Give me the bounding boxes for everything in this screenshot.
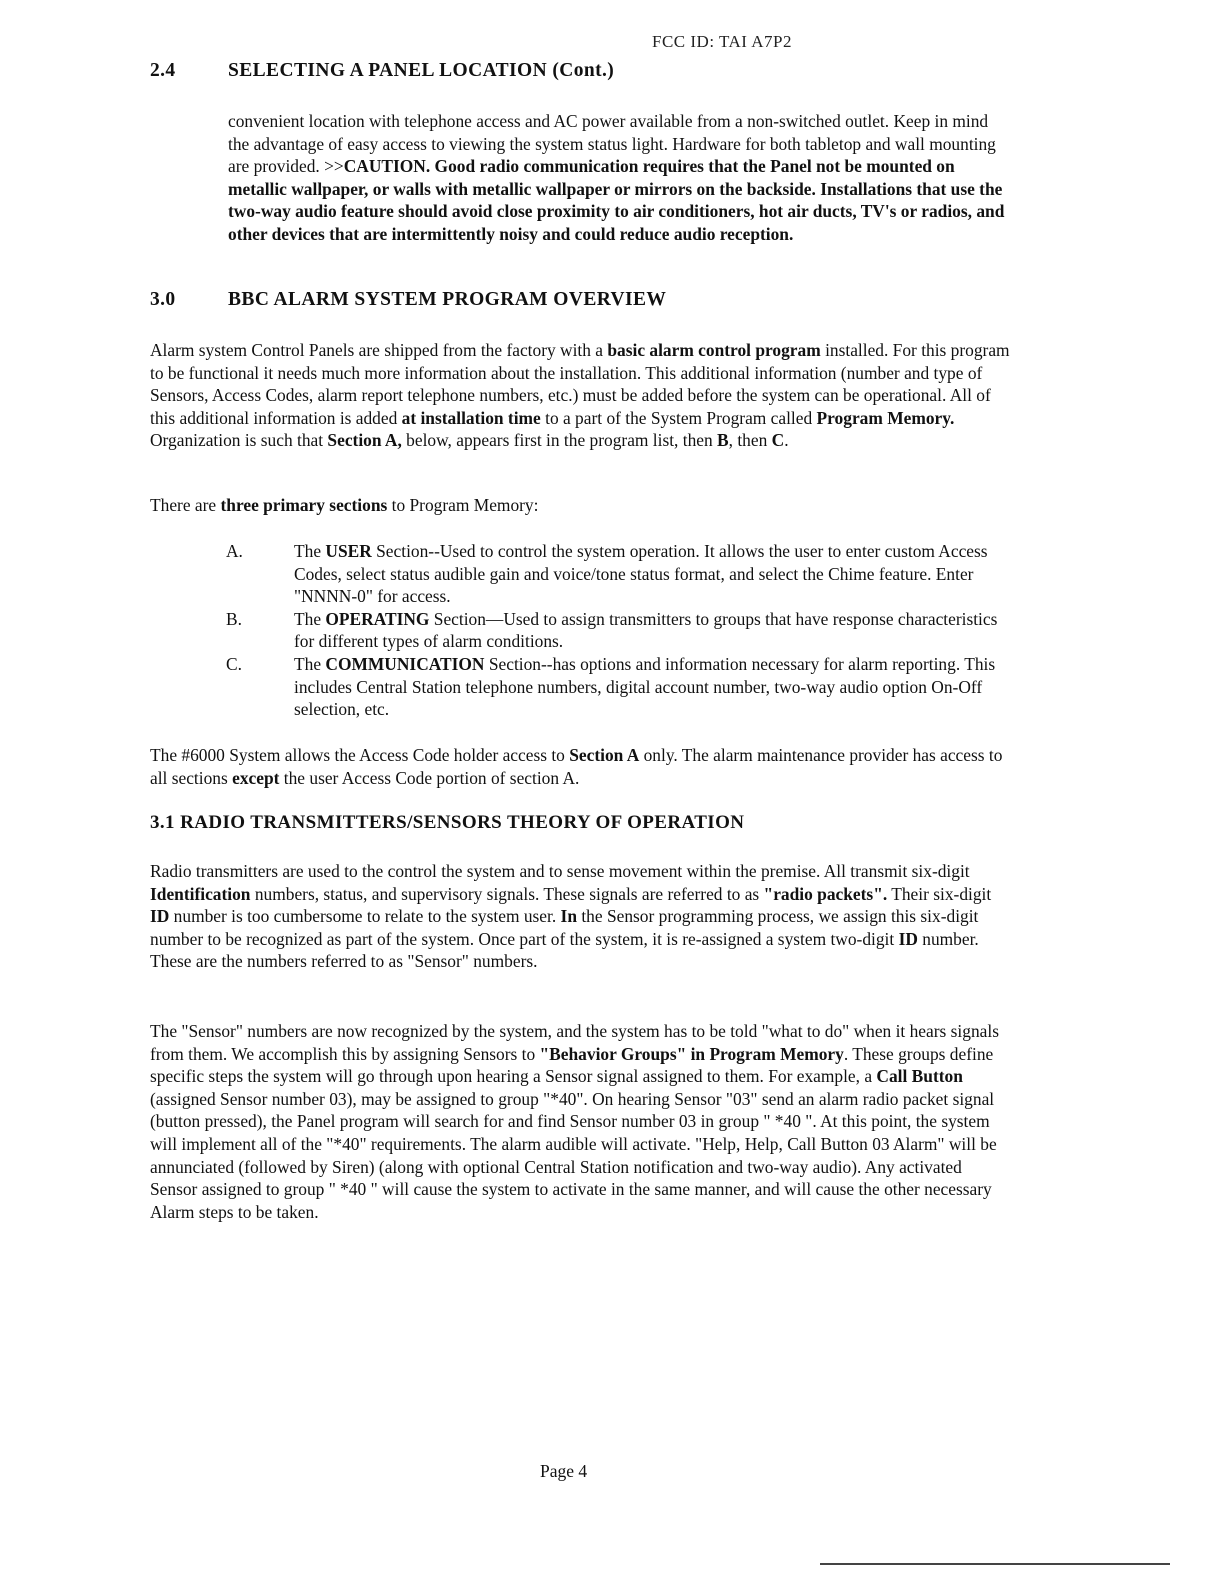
text-run: The <box>294 541 326 561</box>
list-item <box>226 653 1006 721</box>
text-run: The "Sensor" numbers are now recognized by the system, and the system has to be told "what to do" when it hears signals from them. We accomplish this by assigning Sensors to <box>150 1021 999 1064</box>
text-run: There are <box>150 495 221 515</box>
page-number: Page 4 <box>540 1461 588 1481</box>
bold-text: COMMUNICATION <box>325 653 485 674</box>
text-run: . These groups define specific steps the system will go through upon hearing a Sensor signal assigned to them. For example, a <box>150 1043 994 1087</box>
section-number: 3.0 <box>150 289 176 310</box>
text-run: Section—Used to assign transmitters to groups that have response characteristics for different types of alarm conditions. <box>294 608 998 652</box>
scan-artifact-line <box>820 1563 1170 1565</box>
text-run: the Sensor programming process, we assign this six-digit number to be recognized as part of the system. Once part of the system, it is re-assigned a system two-digit <box>150 906 979 949</box>
list-item <box>226 608 1006 653</box>
section-2-4-paragraph <box>228 110 1010 246</box>
access-paragraph <box>150 744 1010 789</box>
text-run: The <box>294 608 326 629</box>
list-text <box>294 608 1006 653</box>
text-run: , then <box>728 430 772 451</box>
bold-text: In <box>560 906 577 927</box>
program-memory-sections-list <box>226 540 1006 721</box>
text-run: Radio transmitters are used to the control the system and to sense movement within the premise. All transmit six-digit <box>150 861 970 881</box>
text-run: . <box>784 430 789 451</box>
text-run: only. The alarm maintenance provider has access to all sections <box>150 745 1003 788</box>
text-run: The <box>294 653 326 674</box>
bold-text: CAUTION. Good radio communication requires that the Panel not be mounted on metallic wallpaper, or walls with metallic wallpaper or mirrors on the backside. Installations that use the two-way audio feature should avoid close proximity to air conditioners, hot air ducts, TV's or radios, and other devices that are intermittently noisy and could reduce audio reception. <box>228 156 1005 244</box>
text-run: number is too cumbersome to relate to the system user. <box>169 906 561 927</box>
sensor-groups-paragraph <box>150 1020 1012 1223</box>
text-run: installed. For this program to be functional it needs much more information about the installation. This additional information (number and type of Sensors, Access Codes, alarm report telephone numbers, etc.) must be added before the system can be operational. All of this additional information is added <box>150 340 1010 428</box>
text-run: The #6000 System allows the Access Code holder access to <box>150 745 570 765</box>
primary-sections-intro <box>150 494 1010 517</box>
section-title: BBC ALARM SYSTEM PROGRAM OVERVIEW <box>228 289 667 310</box>
list-text <box>294 540 1006 608</box>
text-run: the user Access Code portion of section A. <box>279 767 580 788</box>
bold-text: except <box>232 767 280 788</box>
list-letter: C. <box>226 653 242 674</box>
bold-text: B <box>717 430 729 451</box>
section-title: SELECTING A PANEL LOCATION (Cont.) <box>228 60 615 81</box>
bold-text: ID <box>150 906 170 927</box>
text-run: Section--Used to control the system operation. It allows the user to enter custom Access Codes, select status audible gain and voice/tone status format, and select the Chime feature. Enter "NNNN-0" for access. <box>294 541 988 607</box>
list-item <box>226 540 1006 608</box>
bold-text: C <box>771 430 785 451</box>
text-run: to Program Memory: <box>387 495 539 515</box>
text-run: to a part of the System Program called <box>540 407 817 428</box>
section-2-4-heading <box>150 60 614 82</box>
text-run: Organization is such that <box>150 430 328 451</box>
bold-text: Section A <box>569 745 640 765</box>
text-run: below, appears first in the program list, then <box>401 430 718 451</box>
bold-text: at installation time <box>401 407 541 428</box>
bold-text: Section A, <box>327 430 402 451</box>
text-run: Their six-digit <box>887 883 992 904</box>
bold-text: basic alarm control program <box>607 340 821 360</box>
list-text <box>294 653 1006 721</box>
bold-text: three primary sections <box>220 495 388 515</box>
radio-transmitters-paragraph <box>150 860 1012 973</box>
list-letter: B. <box>226 608 242 629</box>
bold-text: ID <box>898 928 918 949</box>
bold-text: Program Memory. <box>816 407 955 428</box>
text-run: (assigned Sensor number 03), may be assigned to group "*40". On hearing Sensor "03" send an alarm radio packet signal (button pressed), the Panel program will search for and find Sensor number 03 in group " *40 ". At this point, the system will implement all of the "*40" requirements. The alarm audible will activate. "Help, Help, Call Button 03 Alarm" will be annunciated (followed by Siren) (along with optional Central Station notification and two-way audio). Any activated Sensor assigned to group " *40 " will cause the system to activate in the same manner, and will cause the other necessary Alarm steps to be taken. <box>150 1088 997 1222</box>
bold-text: "Behavior Groups" in Program Memory <box>539 1043 844 1064</box>
bold-text: OPERATING <box>325 608 430 629</box>
text-run: Section--has options and information necessary for alarm reporting. This includes Central Station telephone numbers, digital account number, two-way audio option On-Off selection, etc. <box>294 653 996 720</box>
text-run: Alarm system Control Panels are shipped from the factory with a <box>150 340 608 360</box>
bold-text: Call Button <box>876 1066 963 1087</box>
bold-text: USER <box>325 541 372 561</box>
bold-text: "radio packets". <box>763 883 888 904</box>
bold-text: Identification <box>150 883 251 904</box>
text-run: convenient location with telephone access and AC power available from a non-switched outlet. Keep in mind the advantage of easy access to viewing the system status light. Hardware for both tabletop and wall mounting are provided. >> <box>228 111 996 177</box>
section-3-1-heading: 3.1 RADIO TRANSMITTERS/SENSORS THEORY OF OPERATION <box>150 812 745 833</box>
text-run: numbers, status, and supervisory signals. These signals are referred to as <box>250 883 764 904</box>
section-3-0-heading <box>150 289 666 311</box>
overview-paragraph <box>150 339 1010 452</box>
fcc-id-header: FCC ID: TAI A7P2 <box>652 32 792 51</box>
list-letter: A. <box>226 541 243 561</box>
section-number: 2.4 <box>150 60 176 81</box>
text-run: number. These are the numbers referred to as "Sensor" numbers. <box>150 928 979 972</box>
